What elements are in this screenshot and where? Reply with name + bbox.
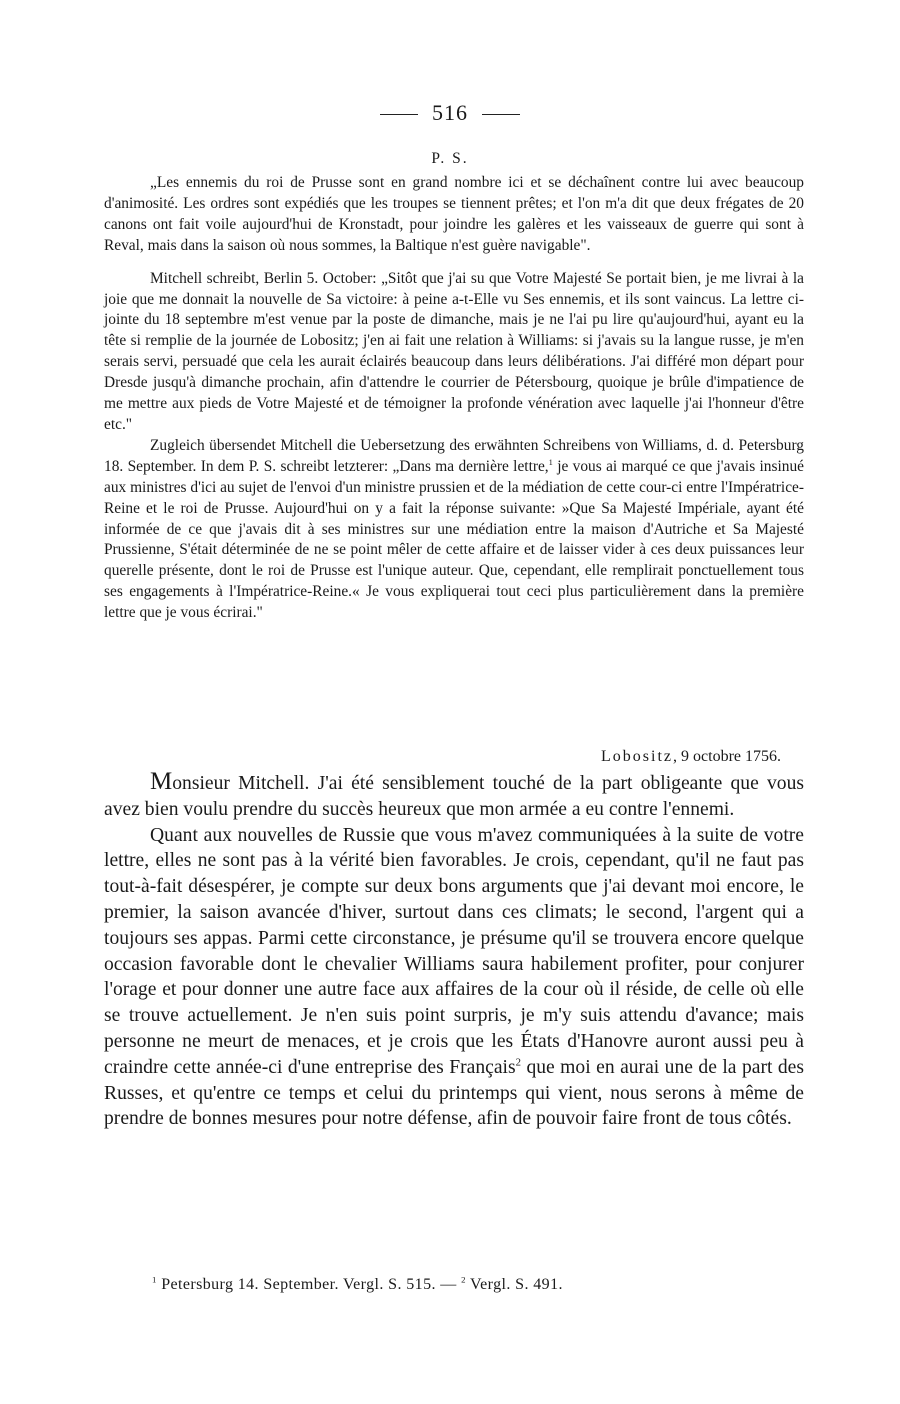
dateline-date: , 9 octobre 1756. <box>673 748 781 765</box>
ps-heading: P. S. <box>431 150 469 167</box>
williams-paragraph: Zugleich übersendet Mitchell die Uebersetzung des erwähnten Schreibens von Williams, d. d. Petersburg 18. September. In dem P. S. schreibt letzterer: „Dans ma dernière lettre,$^1$ je vous ai marqué ce que j'avais insinué aux ministres d'ici au sujet de l'envoi d'un ministre prussien et de la médiation de cette cour-ci entre l'Impératrice-Reine et le roi de Prusse. Aujourd'hui on y a fait la réponse suivante: »Que Sa Majesté Impériale, ayant été informée de ce que j'avais dit à ses ministres sur une médiation entre la maison d'Autriche et Sa Majesté Prussienne, S'était déterminée de ne se point mêler de cette affaire et de laisser vider à ces deux puissances leur querelle présente, dont le roi de Prusse est l'unique auteur. Que, cependant, elle remplirait ponctuellement tous ses engagements à l'Impératrice-Reine.« Je vous expliquerai tout ceci plus particulièrement dans la première lettre que je vous écrirai." <box>104 436 804 622</box>
letter-paragraph-2: Quant aux nouvelles de Russie que vous m'avez communiquées à la suite de votre lettre, elles ne sont pas à la vérité bien favorables. Je crois, cependant, qu'il ne faut pas tout-à-fait désespérer, je compte sur deux bons arguments que j'ai devant moi encore, le premier, la saison avancée d'hiver, surtout dans ces climats; le second, l'argent qui a toujours ses appas. Parmi cette circonstance, je présume qu'il se trouvera encore quelque occasion favorable dont le chevalier Williams saura habilement profiter, pour conjurer l'orage et pour donner une autre face aux affaires de la cour où il réside, de celle où elle se trouve actuellement. Je n'en suis point surpris, je m'y suis attendu d'avance; mais personne ne meurt de menaces, et je crois que les États d'Hanovre auront aussi peu à craindre cette année-ci d'une entreprise des Français$^2$ que moi en aurai une de la part des Russes, et qu'entre ce temps et celui du printemps qui vient, nous serons à même de prendre de bonnes mesures pour notre défense, afin de pouvoir faire front de tous côtés. <box>104 824 804 1130</box>
mitchell-paragraph: Mitchell schreibt, Berlin 5. October: „Sitôt que j'ai su que Votre Majesté Se portait bien, je me livrai à la joie que me donnait la nouvelle de Sa victoire: à peine a-t-Elle vu Ses ennemis, et ils sont vaincus. La lettre ci-jointe du 18 septembre m'est venue par la poste de dimanche, mais je ne l'ai pu lire qu'aujourd'hui, ayant eu la tête si remplie de la journée de Lobositz; j'en ai fait une relation à Williams: si j'avais su la langue russe, je m'en serais servi, persuadé que cela les aurait éclairés beaucoup dans leurs délibérations. J'ai différé mon départ pour Dresde jusqu'à dimanche prochain, afin d'attendre le courrier de Pétersbourg, quoique je brûle d'impatience de me mettre aux pieds de Votre Majesté et de témoigner la profonde vénération avec laquelle j'ai l'honneur d'être etc." <box>104 269 804 433</box>
header-rule-left <box>380 114 418 115</box>
footnote-text-2: Vergl. S. 491. <box>465 1276 563 1293</box>
footnotes <box>152 1276 812 1294</box>
letter-paragraph-1: Monsieur Mitchell. J'ai été sensiblement touché de la part obligeante que vous avez bien voulu prendre du succès heureux que mon armée a eu contre l'ennemi. <box>104 768 804 820</box>
header-rule-right <box>482 114 520 115</box>
letter-body <box>104 769 804 1132</box>
footnote-mark-1: 1 <box>152 1274 157 1285</box>
footnote-mark-2: 2 <box>461 1274 466 1285</box>
page-header <box>0 100 900 126</box>
commentary-block <box>104 173 804 624</box>
footnote-text-1: Petersburg 14. September. Vergl. S. 515. — <box>156 1276 462 1293</box>
ps-paragraph: „Les ennemis du roi de Prusse sont en grand nombre ici et se déchaînent contre lui avec beaucoup d'animosité. Les ordres sont expédiés que les troupes se tiennent prêtes; et l'on m'a dit que deux frégates de 20 canons ont fait voile aujourd'hui de Kronstadt, pour joindre les galères et les vaisseaux de guerre qui sont à Reval, mais dans la saison où nous sommes, la Baltique n'est guère navigable". <box>104 174 804 254</box>
letter-initial: M <box>150 768 173 795</box>
dateline <box>104 748 781 766</box>
footnote-ref-2: 2 <box>515 1056 521 1069</box>
footnote-ref-1: 1 <box>548 456 553 467</box>
page-number: 516 <box>432 100 468 125</box>
dateline-place: Lobositz <box>601 748 674 765</box>
